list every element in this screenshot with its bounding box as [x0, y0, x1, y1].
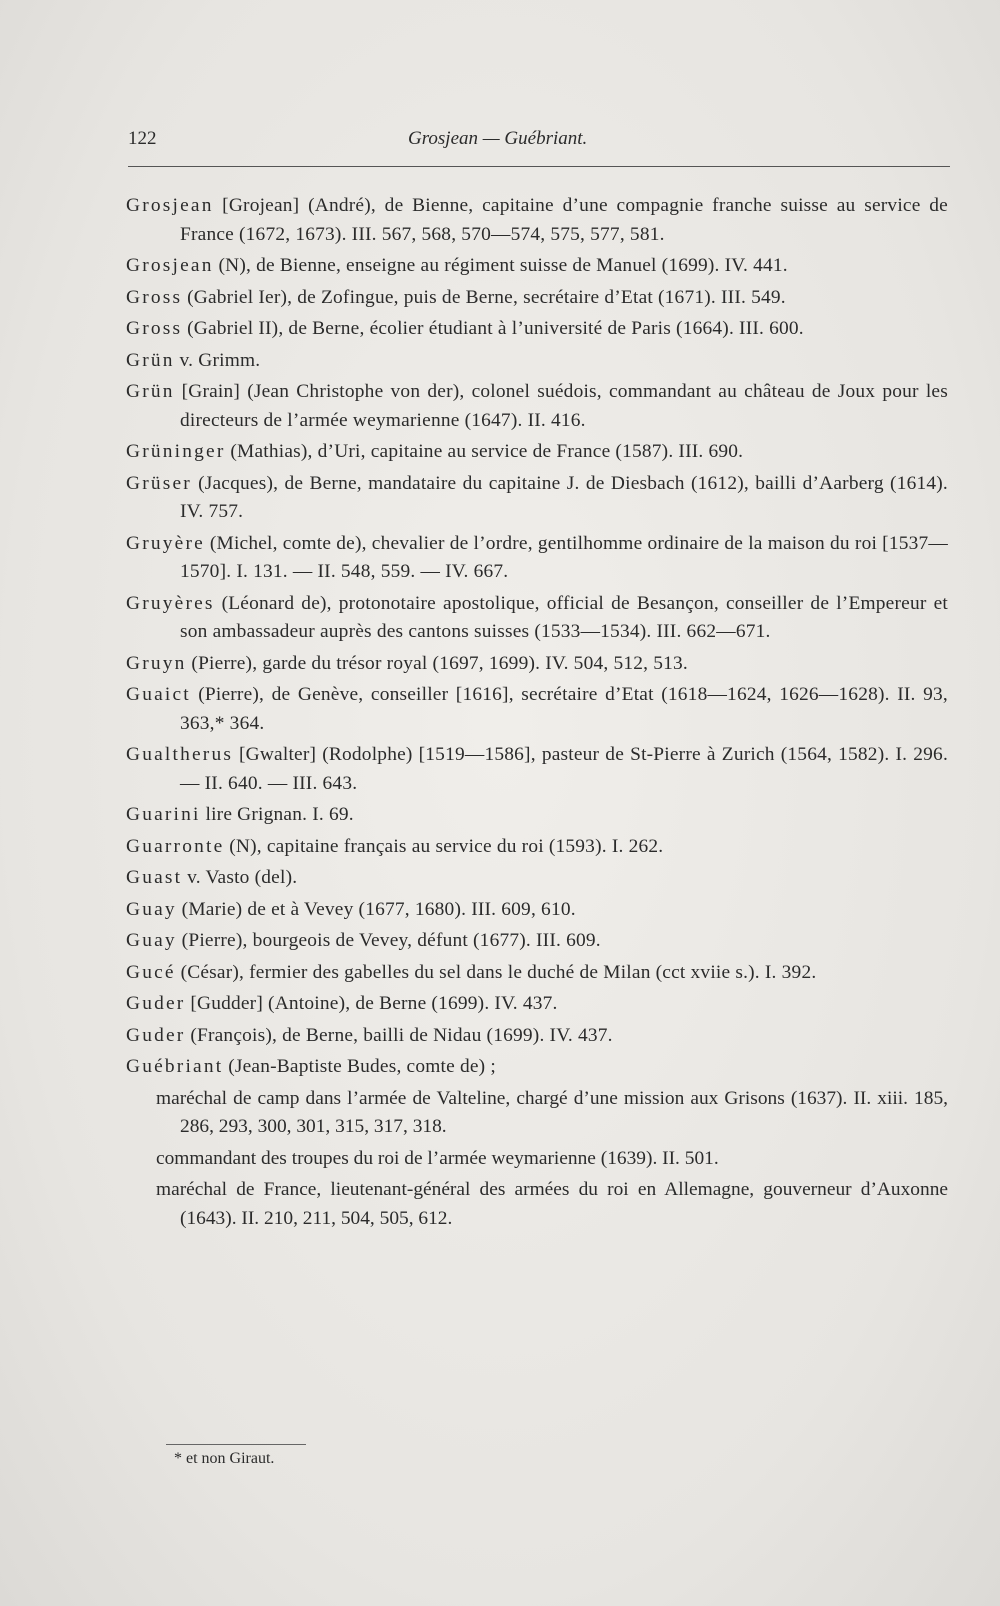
- entry-name: Gruyère: [126, 532, 205, 554]
- entry-text: (Pierre), bourgeois de Vevey, défunt (1677). III. 609.: [181, 930, 601, 951]
- entry-name: Guaict: [126, 684, 191, 705]
- entry-text: (Jacques), de Berne, mandataire du capitaine J. de Diesbach (1612), bailli d’Aarberg (1614). IV. 757.: [180, 472, 948, 522]
- index-sub-entry: maréchal de camp dans l’armée de Valteline, chargé d’une mission aux Grisons (1637). II. xiii. 185, 286, 293, 300, 301, 315, 317, 318.: [156, 1087, 948, 1137]
- entry-name: Grün: [126, 381, 175, 402]
- index-entry: [126, 864, 948, 893]
- entry-name: Gruyn: [126, 652, 187, 674]
- entry-text: (Mathias), d’Uri, capitaine au service de France (1587). III. 690.: [230, 441, 744, 462]
- entry-name: Guébriant: [126, 1056, 224, 1077]
- entry-text: (Pierre), garde du trésor royal (1697, 1699). IV. 504, 512, 513.: [191, 652, 688, 674]
- index-entry: [126, 284, 948, 313]
- index-entry: [126, 252, 948, 281]
- entry-text: (Gabriel II), de Berne, écolier étudiant à l’université de Paris (1664). III. 600.: [187, 318, 804, 339]
- index-entry: [126, 896, 948, 925]
- entry-name: Guarronte: [126, 835, 225, 857]
- entry-name: Guay: [126, 930, 177, 951]
- entry-name: Gruyères: [126, 592, 215, 614]
- index-entry: [126, 833, 948, 862]
- entry-name: Gross: [126, 286, 183, 308]
- index-entry: [126, 470, 948, 527]
- footnote-rule: [166, 1444, 306, 1445]
- entry-name: Guast: [126, 867, 183, 888]
- entry-text: [Grain] (Jean Christophe von der), colonel suédois, commandant au château de Joux pour les directeurs de l’armée weymarienne (1647). II. 416.: [180, 381, 948, 431]
- index-entry: [126, 1022, 948, 1051]
- index-entry: [126, 590, 948, 647]
- page-number: 122: [128, 128, 157, 149]
- entry-text: (Michel, comte de), chevalier de l’ordre, gentilhomme ordinaire de la maison du roi [1537—1570]. I. 131. — II. 548, 559. — IV. 667.: [180, 532, 948, 582]
- index-entry: [126, 681, 948, 738]
- entry-name: Guder: [126, 993, 186, 1014]
- entry-name: Grün: [126, 349, 175, 371]
- entry-text: lire Grignan. I. 69.: [205, 804, 354, 825]
- entry-name: Grosjean: [126, 195, 214, 216]
- index-entry: [126, 347, 948, 376]
- index-entry: [126, 438, 948, 467]
- entry-text: (Gabriel Ier), de Zofingue, puis de Berne, secrétaire d’Etat (1671). III. 549.: [187, 286, 786, 308]
- index-entry: [126, 192, 948, 249]
- index-entry: [126, 378, 948, 435]
- entry-name: Grüninger: [126, 441, 226, 462]
- footnote: * et non Giraut.: [174, 1450, 275, 1467]
- entry-text: (Jean-Baptiste Budes, comte de) ;: [228, 1056, 496, 1077]
- entry-name: Guarini: [126, 804, 201, 825]
- index-entry: [126, 990, 948, 1019]
- entry-text: [Gudder] (Antoine), de Berne (1699). IV. 437.: [190, 993, 558, 1014]
- entry-name: Gucé: [126, 961, 176, 983]
- index-entries: [126, 192, 948, 1236]
- entry-text: [Grojean] (André), de Bienne, capitaine d’une compagnie franche suisse au service de France (1672, 1673). III. 567, 568, 570—574, 575, 577, 581.: [180, 195, 948, 245]
- entry-name: Grosjean: [126, 255, 214, 276]
- entry-text: (François), de Berne, bailli de Nidau (1699). IV. 437.: [190, 1024, 613, 1046]
- index-entry: [126, 741, 948, 798]
- index-sub-entry: maréchal de France, lieutenant-général des armées du roi en Allemagne, gouverneur d’Auxonne (1643). II. 210, 211, 504, 505, 612.: [156, 1179, 948, 1229]
- index-entry: [126, 801, 948, 830]
- running-title: Grosjean — Guébriant.: [408, 128, 588, 149]
- index-entry: [126, 927, 948, 956]
- entry-name: Grüser: [126, 472, 192, 494]
- entry-name: Guay: [126, 898, 177, 920]
- index-sub-entry: commandant des troupes du roi de l’armée weymarienne (1639). II. 501.: [156, 1147, 719, 1169]
- entry-text: (Marie) de et à Vevey (1677, 1680). III. 609, 610.: [181, 898, 576, 920]
- index-entry: [126, 530, 948, 587]
- index-entry: [126, 315, 948, 344]
- page-header: [128, 128, 950, 158]
- entry-name: Gross: [126, 318, 183, 339]
- index-entry: [126, 959, 948, 988]
- entry-text: v. Grimm.: [179, 349, 261, 371]
- header-rule: [128, 166, 950, 167]
- entry-text: (César), fermier des gabelles du sel dans le duché de Milan (cct xviie s.). I. 392.: [180, 961, 817, 983]
- entry-text: (Pierre), de Genève, conseiller [1616], secrétaire d’Etat (1618—1624, 1626—1628). II. 93, 363,* 364.: [180, 684, 948, 734]
- entry-text: v. Vasto (del).: [187, 867, 298, 888]
- entry-text: (N), capitaine français au service du roi (1593). I. 262.: [229, 835, 664, 857]
- entry-name: Guder: [126, 1024, 186, 1046]
- index-entry: [126, 650, 948, 679]
- entry-name: Gualtherus: [126, 744, 234, 765]
- entry-text: (N), de Bienne, enseigne au régiment suisse de Manuel (1699). IV. 441.: [218, 255, 788, 276]
- index-entry: [126, 1053, 948, 1082]
- entry-text: (Léonard de), protonotaire apostolique, official de Besançon, conseiller de l’Empereur et son ambassadeur auprès des cantons suisses (1533—1534). III. 662—671.: [180, 592, 948, 642]
- entry-text: [Gwalter] (Rodolphe) [1519—1586], pasteur de St-Pierre à Zurich (1564, 1582). I. 296. — II. 640. — III. 643.: [180, 744, 948, 794]
